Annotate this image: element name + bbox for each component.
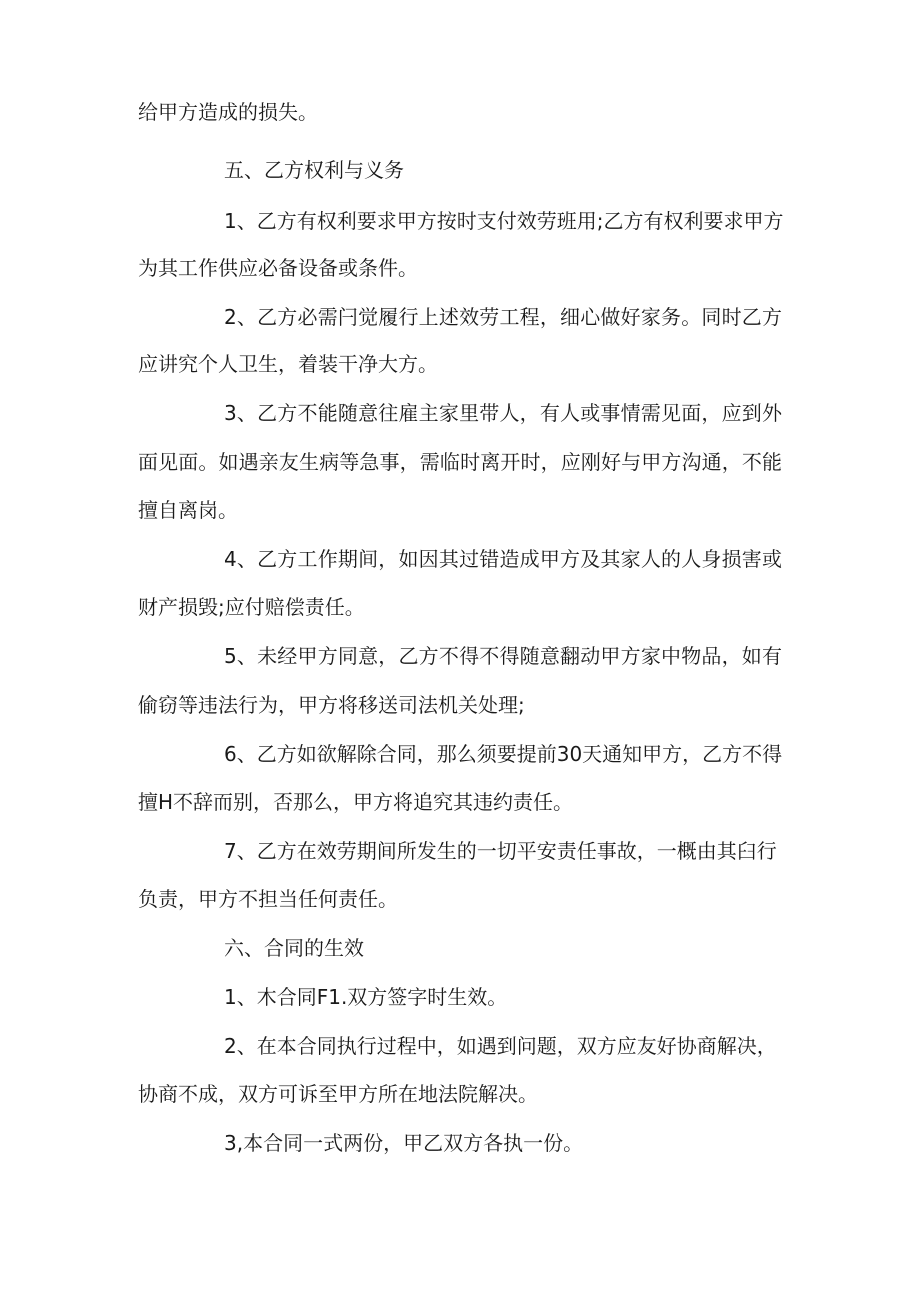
clause-6-2-line: 2、在本合同执行过程中，如遇到问题，双方应友好协商解决，	[224, 1034, 777, 1058]
clause-5-6-line: 6、乙方如欲解除合同，那么须要提前30天通知甲方，乙方不得	[224, 742, 783, 766]
clause-5-5-line: 偷窃等违法行为，甲方将移送司法机关处理;	[138, 693, 525, 717]
clause-5-7-line: 负责，甲方不担当任何责任。	[138, 887, 398, 911]
clause-5-6-line: 擅H不辞而别，否那么，甲方将追究其违约责任。	[138, 790, 574, 814]
clause-5-1-line: 1、乙方有权利要求甲方按时支付效劳班用;乙方有权利要求甲方	[224, 209, 784, 233]
clause-5-3-line: 面见面。如遇亲友生病等急事，需临时离开时，应刚好与甲方沟通，不能	[138, 450, 782, 474]
paragraph-line: 给甲方造成的损失。	[138, 100, 318, 124]
clause-5-4-line: 4、乙方工作期间，如因其过错造成甲方及其家人的人身损害或	[224, 547, 782, 571]
clause-5-2-line: 应讲究个人卫生，着装干净大方。	[138, 352, 438, 376]
section-heading-five: 五、乙方权利与义务	[224, 158, 404, 182]
clause-5-3-line: 擅自离岗。	[138, 498, 238, 522]
section-heading-six: 六、合同的生效	[224, 936, 364, 960]
clause-5-1-line: 为其工作供应必备设备或条件。	[138, 256, 418, 280]
clause-6-1-line: 1、木合同F1.双方签字时生效。	[224, 985, 508, 1009]
clause-5-4-line: 财产损毁;应付赔偿责任。	[138, 595, 365, 619]
clause-5-5-line: 5、未经甲方同意，乙方不得不得随意翻动甲方家中物品，如有	[224, 644, 782, 668]
clause-5-3-line: 3、乙方不能随意往雇主家里带人，有人或事情需见面，应到外	[224, 401, 782, 425]
clause-5-7-line: 7、乙方在效劳期间所发生的一切平安责任事故，一概由其臼行	[224, 839, 777, 863]
clause-5-2-line: 2、乙方必需闩觉履行上述效劳工程，细心做好家务。同时乙方	[224, 305, 782, 329]
clause-6-2-line: 协商不成，双方可诉至甲方所在地法院解决。	[138, 1082, 538, 1106]
clause-6-3-line: 3,本合同一式两份，甲乙双方各执一份。	[224, 1131, 584, 1155]
